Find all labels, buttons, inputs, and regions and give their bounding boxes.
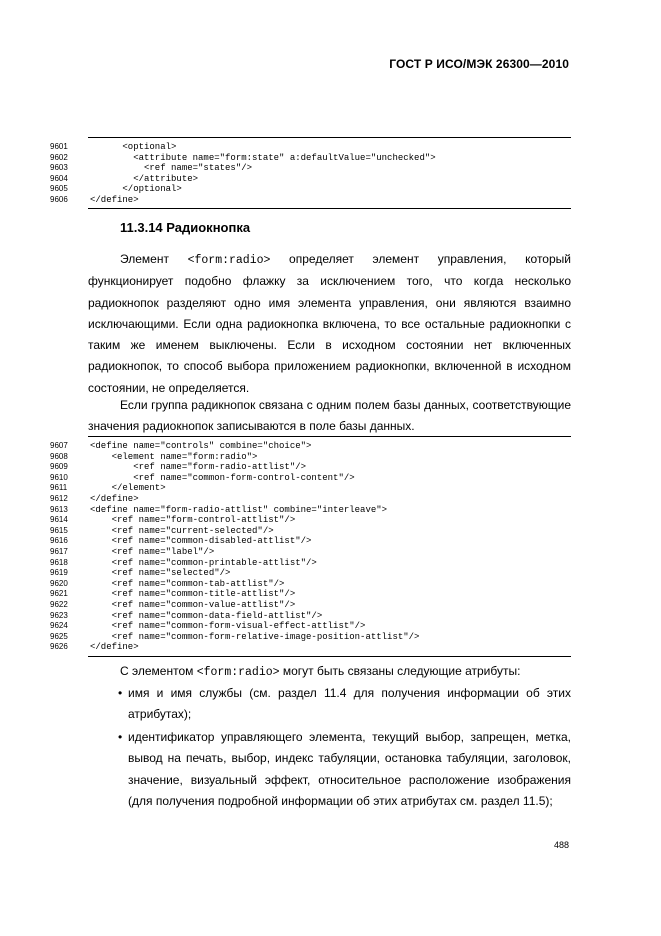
line-number: 9608 bbox=[50, 451, 68, 461]
line-number: 9620 bbox=[50, 578, 68, 588]
code-text: </optional> bbox=[90, 184, 182, 195]
line-number: 9607 bbox=[50, 441, 68, 450]
code-text: <ref name="selected"/> bbox=[90, 568, 231, 579]
text-fragment: определяет элемент управления, который функционирует подобно флажку за исключением того, что когда несколько радиокнопок разделяют одно имя элемента управления, они являются взаимно исключающими. Если одна радиокнопка включена, то все остальные радиокнопки с таким же именем выключены. Если в исходном состоянии нет включенных радиокнопок, то способ выбора приложением радиокнопки, включенной в исходном состоянии, не определяется. bbox=[88, 252, 571, 395]
code-bottom-rule bbox=[88, 656, 571, 657]
text-fragment: Элемент bbox=[120, 252, 188, 266]
inline-code: <form:radio> bbox=[187, 254, 271, 267]
code-text: <ref name="common-title-attlist"/> bbox=[90, 589, 296, 600]
bullet-marker: • bbox=[118, 730, 123, 744]
line-number: 9614 bbox=[50, 515, 68, 525]
code-text: <ref name="common-form-relative-image-position-attlist"/> bbox=[90, 631, 420, 642]
code-text: <element name="form:radio"> bbox=[90, 451, 258, 462]
text-fragment: могут быть связаны следующие атрибуты: bbox=[279, 664, 521, 678]
line-number: 9604 bbox=[50, 173, 68, 183]
list-item bbox=[88, 727, 571, 812]
inline-code: <form:radio> bbox=[196, 666, 280, 679]
code-text: <ref name="form-control-attlist"/> bbox=[90, 515, 296, 526]
paragraph-database-binding: Если группа радикнопок связана с одним полем базы данных, соответствующие значения радиокнопок записываются в поле базы данных. bbox=[88, 398, 571, 434]
bullet-marker: • bbox=[118, 686, 123, 700]
code-text: </define> bbox=[90, 642, 139, 653]
line-number: 9612 bbox=[50, 493, 68, 503]
paragraph-radio-description bbox=[88, 249, 571, 399]
line-number: 9601 bbox=[50, 142, 68, 151]
code-text: </define> bbox=[90, 194, 139, 205]
code-text: </element> bbox=[90, 483, 166, 494]
line-number: 9617 bbox=[50, 546, 68, 556]
code-text: <ref name="current-selected"/> bbox=[90, 525, 274, 536]
page-header-title: ГОСТ Р ИСО/МЭК 26300—2010 bbox=[389, 57, 569, 71]
list-item bbox=[88, 683, 571, 726]
list-item-text: имя и имя службы (см. раздел 11.4 для получения информации об этих атрибутах); bbox=[128, 686, 571, 722]
code-top-rule bbox=[88, 137, 571, 138]
code-top-rule bbox=[88, 436, 571, 437]
line-number: 9625 bbox=[50, 631, 68, 641]
code-text: <ref name="common-form-control-content"/> bbox=[90, 472, 355, 483]
line-number: 9610 bbox=[50, 472, 68, 482]
line-number: 9603 bbox=[50, 163, 68, 173]
line-number: 9613 bbox=[50, 504, 68, 514]
line-number: 9609 bbox=[50, 462, 68, 472]
code-text: <ref name="common-value-attlist"/> bbox=[90, 599, 296, 610]
code-text: <define name="form-radio-attlist" combine="interleave"> bbox=[90, 504, 388, 515]
code-text: <ref name="common-data-field-attlist"/> bbox=[90, 610, 323, 621]
line-number: 9623 bbox=[50, 610, 68, 620]
code-text: <ref name="common-disabled-attlist"/> bbox=[90, 536, 312, 547]
line-number: 9602 bbox=[50, 152, 68, 162]
line-number: 9605 bbox=[50, 184, 68, 194]
code-text: <ref name="form-radio-attlist"/> bbox=[90, 462, 307, 473]
line-number: 9606 bbox=[50, 194, 68, 204]
code-text: <ref name="common-printable-attlist"/> bbox=[90, 557, 317, 568]
paragraph-attributes-intro bbox=[88, 661, 571, 683]
code-bottom-rule bbox=[88, 208, 571, 209]
code-text: </define> bbox=[90, 493, 139, 504]
code-text: <ref name="label"/> bbox=[90, 546, 215, 557]
code-text: <attribute name="form:state" a:defaultValue="unchecked"> bbox=[90, 152, 436, 163]
line-number: 9616 bbox=[50, 536, 68, 546]
text-fragment: С элементом bbox=[120, 664, 197, 678]
line-number: 9626 bbox=[50, 642, 68, 652]
code-text: <ref name="common-tab-attlist"/> bbox=[90, 578, 285, 589]
line-number: 9621 bbox=[50, 589, 68, 599]
code-text: <define name="controls" combine="choice"> bbox=[90, 441, 312, 451]
page-number: 488 bbox=[553, 840, 569, 850]
code-text: <ref name="states"/> bbox=[90, 163, 253, 174]
section-heading: 11.3.14 Радиокнопка bbox=[120, 220, 251, 235]
line-number: 9611 bbox=[50, 483, 68, 493]
line-number: 9615 bbox=[50, 525, 68, 535]
code-text: </attribute> bbox=[90, 173, 199, 184]
line-number: 9624 bbox=[50, 621, 68, 631]
line-number: 9622 bbox=[50, 599, 68, 609]
line-number: 9618 bbox=[50, 557, 68, 567]
line-number: 9619 bbox=[50, 568, 68, 578]
code-text: <ref name="common-form-visual-effect-attlist"/> bbox=[90, 621, 366, 632]
code-text: <optional> bbox=[90, 142, 177, 152]
list-item-text: идентификатор управляющего элемента, текущий выбор, запрещен, метка, вывод на печать, выбор, индекс табуляции, остановка табуляции, заголовок, значение, визуальный эффект, относительное расположение изображения (для получения подробной информации об этих атрибутах см. раздел 11.5); bbox=[128, 730, 571, 808]
